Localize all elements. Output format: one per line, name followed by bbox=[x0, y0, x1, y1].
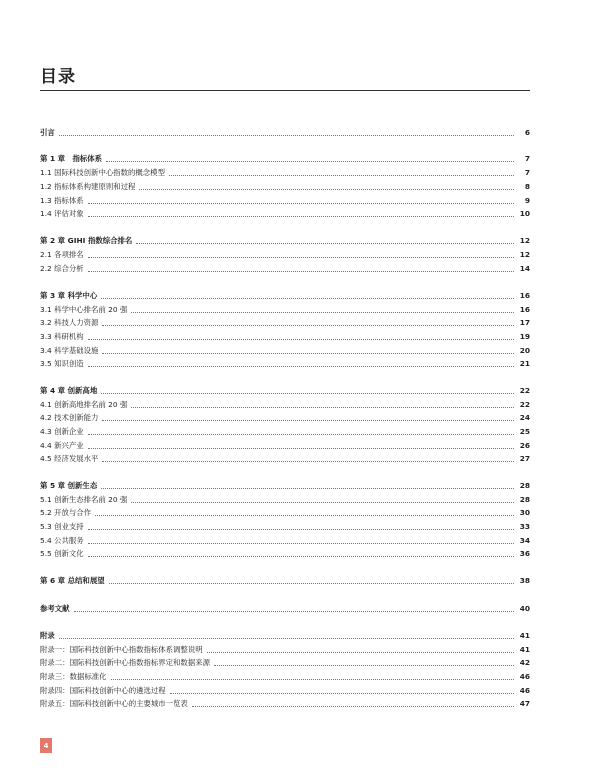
dot-leader bbox=[111, 678, 514, 680]
toc-entry-label: 附录二：国际科技创新中心指数指标界定和数据来源 bbox=[40, 658, 210, 667]
page-title: 目录 bbox=[40, 67, 76, 87]
toc-entry-label: 5.5 创新文化 bbox=[40, 549, 84, 558]
toc-entry-page: 24 bbox=[519, 413, 530, 422]
dot-leader bbox=[88, 555, 514, 557]
dot-leader bbox=[207, 651, 514, 653]
toc-entry[interactable] bbox=[40, 317, 530, 329]
toc-entry-label: 附录三：数据标准化 bbox=[40, 672, 107, 681]
dot-leader bbox=[101, 487, 513, 489]
toc-entry[interactable] bbox=[40, 331, 530, 343]
toc-entry-page: 33 bbox=[519, 522, 530, 531]
toc-entry[interactable] bbox=[40, 181, 530, 193]
toc-entry-label: 附录四：国际科技创新中心的遴选过程 bbox=[40, 686, 166, 695]
toc-entry[interactable] bbox=[40, 630, 530, 642]
toc-entry-label: 3.2 科技人力资源 bbox=[40, 318, 99, 327]
dot-leader bbox=[109, 582, 514, 584]
dot-leader bbox=[88, 542, 514, 544]
toc-entry[interactable] bbox=[40, 698, 530, 710]
toc-entry-page: 41 bbox=[519, 631, 530, 640]
dot-leader bbox=[88, 202, 514, 204]
toc-entry[interactable] bbox=[40, 263, 530, 275]
toc-entry-page: 7 bbox=[524, 168, 530, 177]
toc-entry[interactable] bbox=[40, 575, 530, 587]
toc-entry-page: 19 bbox=[519, 332, 530, 341]
dot-leader bbox=[101, 297, 513, 299]
toc-entry-label: 4.3 创新企业 bbox=[40, 427, 84, 436]
dot-leader bbox=[214, 664, 514, 666]
toc-entry-page: 26 bbox=[519, 441, 530, 450]
toc-entry-page: 9 bbox=[524, 196, 530, 205]
toc-entry-page: 10 bbox=[519, 209, 530, 218]
toc-entry-label: 第 4 章 创新高地 bbox=[40, 386, 98, 395]
toc-entry[interactable] bbox=[40, 208, 530, 220]
toc-entry-label: 附录一：国际科技创新中心指数指标体系调整说明 bbox=[40, 645, 203, 654]
toc-entry-label: 5.4 公共服务 bbox=[40, 536, 84, 545]
toc-entry[interactable] bbox=[40, 603, 530, 615]
toc-entry-page: 8 bbox=[524, 182, 530, 191]
toc-entry[interactable] bbox=[40, 167, 530, 179]
toc-entry-page: 38 bbox=[519, 576, 530, 585]
toc-entry-label: 第 1 章 指标体系 bbox=[40, 154, 103, 163]
toc-entry-label: 附录 bbox=[40, 631, 55, 640]
toc-entry-label: 1.2 指标体系构建原则和过程 bbox=[40, 182, 136, 191]
dot-leader bbox=[88, 270, 514, 272]
toc-entry-page: 47 bbox=[519, 699, 530, 708]
dot-leader bbox=[88, 433, 514, 435]
toc-entry[interactable] bbox=[40, 548, 530, 560]
toc-entry-label: 1.3 指标体系 bbox=[40, 196, 84, 205]
toc-entry[interactable] bbox=[40, 453, 530, 465]
toc-entry-page: 21 bbox=[519, 359, 530, 368]
toc-entry-label: 第 2 章 GIHI 指数综合排名 bbox=[40, 236, 133, 245]
toc-entry-label: 第 5 章 创新生态 bbox=[40, 481, 98, 490]
dot-leader bbox=[74, 610, 514, 612]
toc-entry-page: 27 bbox=[519, 454, 530, 463]
toc-entry[interactable] bbox=[40, 127, 530, 139]
toc-entry-page: 7 bbox=[524, 154, 530, 163]
dot-leader bbox=[131, 406, 513, 408]
toc-entry-page: 6 bbox=[524, 128, 530, 137]
dot-leader bbox=[88, 528, 514, 530]
toc-entry-page: 41 bbox=[519, 645, 530, 654]
dot-leader bbox=[131, 501, 513, 503]
toc-entry-page: 28 bbox=[519, 481, 530, 490]
toc-entry-page: 28 bbox=[519, 495, 530, 504]
toc-entry-page: 42 bbox=[519, 658, 530, 667]
toc-entry-label: 参考文献 bbox=[40, 604, 70, 613]
toc-entry-label: 第 3 章 科学中心 bbox=[40, 291, 98, 300]
toc-entry[interactable] bbox=[40, 412, 530, 424]
dot-leader bbox=[136, 242, 513, 244]
toc-entry[interactable] bbox=[40, 480, 530, 492]
toc-entry-label: 2.2 综合分析 bbox=[40, 264, 84, 273]
toc-entry-label: 第 6 章 总结和展望 bbox=[40, 576, 105, 585]
toc-entry[interactable] bbox=[40, 426, 530, 438]
dot-leader bbox=[192, 705, 514, 707]
toc-entry[interactable] bbox=[40, 345, 530, 357]
toc-entry-label: 1.4 评估对象 bbox=[40, 209, 84, 218]
title-divider bbox=[40, 90, 530, 91]
page-number-badge: 4 bbox=[40, 738, 52, 753]
toc-entry[interactable] bbox=[40, 685, 530, 697]
dot-leader bbox=[88, 215, 514, 217]
toc-entry[interactable] bbox=[40, 249, 530, 261]
toc-entry[interactable] bbox=[40, 399, 530, 411]
dot-leader bbox=[106, 160, 514, 162]
toc-entry-page: 16 bbox=[519, 305, 530, 314]
toc-entry[interactable] bbox=[40, 535, 530, 547]
toc-entry-page: 30 bbox=[519, 508, 530, 517]
dot-leader bbox=[102, 419, 513, 421]
toc-entry-label: 3.1 科学中心排名前 20 强 bbox=[40, 305, 128, 314]
toc-entry[interactable] bbox=[40, 507, 530, 519]
toc-entry-label: 4.2 技术创新能力 bbox=[40, 413, 99, 422]
toc-entry[interactable] bbox=[40, 657, 530, 669]
toc-entry-page: 25 bbox=[519, 427, 530, 436]
toc-entry-label: 引言 bbox=[40, 128, 55, 137]
toc-entry-label: 5.2 开放与合作 bbox=[40, 508, 92, 517]
toc-entry[interactable] bbox=[40, 195, 530, 207]
dot-leader bbox=[88, 338, 514, 340]
toc-entry-page: 20 bbox=[519, 346, 530, 355]
toc-entry-label: 附录五：国际科技创新中心的主要城市一览表 bbox=[40, 699, 188, 708]
toc-entry-page: 12 bbox=[519, 250, 530, 259]
toc-entry-page: 22 bbox=[519, 386, 530, 395]
dot-leader bbox=[59, 134, 514, 136]
toc-entry-label: 5.1 创新生态排名前 20 强 bbox=[40, 495, 128, 504]
dot-leader bbox=[169, 174, 514, 176]
toc-entry[interactable] bbox=[40, 290, 530, 302]
toc-entry-label: 4.5 经济发展水平 bbox=[40, 454, 99, 463]
dot-leader bbox=[88, 365, 514, 367]
toc-entry[interactable] bbox=[40, 440, 530, 452]
dot-leader bbox=[59, 637, 514, 639]
dot-leader bbox=[102, 352, 513, 354]
toc-entry-page: 12 bbox=[519, 236, 530, 245]
dot-leader bbox=[102, 460, 513, 462]
dot-leader bbox=[95, 514, 514, 516]
toc-entry-label: 3.3 科研机构 bbox=[40, 332, 84, 341]
dot-leader bbox=[131, 311, 513, 313]
toc-entry-label: 3.5 知识创造 bbox=[40, 359, 84, 368]
toc-entry[interactable] bbox=[40, 671, 530, 683]
toc-entry-page: 46 bbox=[519, 686, 530, 695]
toc-entry-page: 16 bbox=[519, 291, 530, 300]
toc-entry-page: 40 bbox=[519, 604, 530, 613]
dot-leader bbox=[139, 188, 514, 190]
toc-entry-page: 34 bbox=[519, 536, 530, 545]
toc-entry-label: 4.1 创新高地排名前 20 强 bbox=[40, 400, 128, 409]
toc-entry[interactable] bbox=[40, 235, 530, 247]
toc-entry-label: 2.1 各项排名 bbox=[40, 250, 84, 259]
dot-leader bbox=[170, 692, 514, 694]
toc-entry[interactable] bbox=[40, 358, 530, 370]
toc-entry-label: 4.4 新兴产业 bbox=[40, 441, 84, 450]
dot-leader bbox=[101, 392, 513, 394]
toc-entry[interactable] bbox=[40, 521, 530, 533]
toc-entry-page: 17 bbox=[519, 318, 530, 327]
toc-entry[interactable] bbox=[40, 304, 530, 316]
toc-entry[interactable] bbox=[40, 385, 530, 397]
toc-entry[interactable] bbox=[40, 494, 530, 506]
toc-entry-page: 14 bbox=[519, 264, 530, 273]
toc-entry-label: 5.3 创业支持 bbox=[40, 522, 84, 531]
toc-entry-label: 1.1 国际科技创新中心指数的概念模型 bbox=[40, 168, 165, 177]
toc-entry-label: 3.4 科学基础设施 bbox=[40, 346, 99, 355]
toc-entry-page: 22 bbox=[519, 400, 530, 409]
dot-leader bbox=[102, 324, 513, 326]
toc-entry-page: 46 bbox=[519, 672, 530, 681]
dot-leader bbox=[88, 447, 514, 449]
toc-entry[interactable] bbox=[40, 153, 530, 165]
toc-entry-page: 36 bbox=[519, 549, 530, 558]
toc-entry[interactable] bbox=[40, 644, 530, 656]
dot-leader bbox=[88, 256, 514, 258]
